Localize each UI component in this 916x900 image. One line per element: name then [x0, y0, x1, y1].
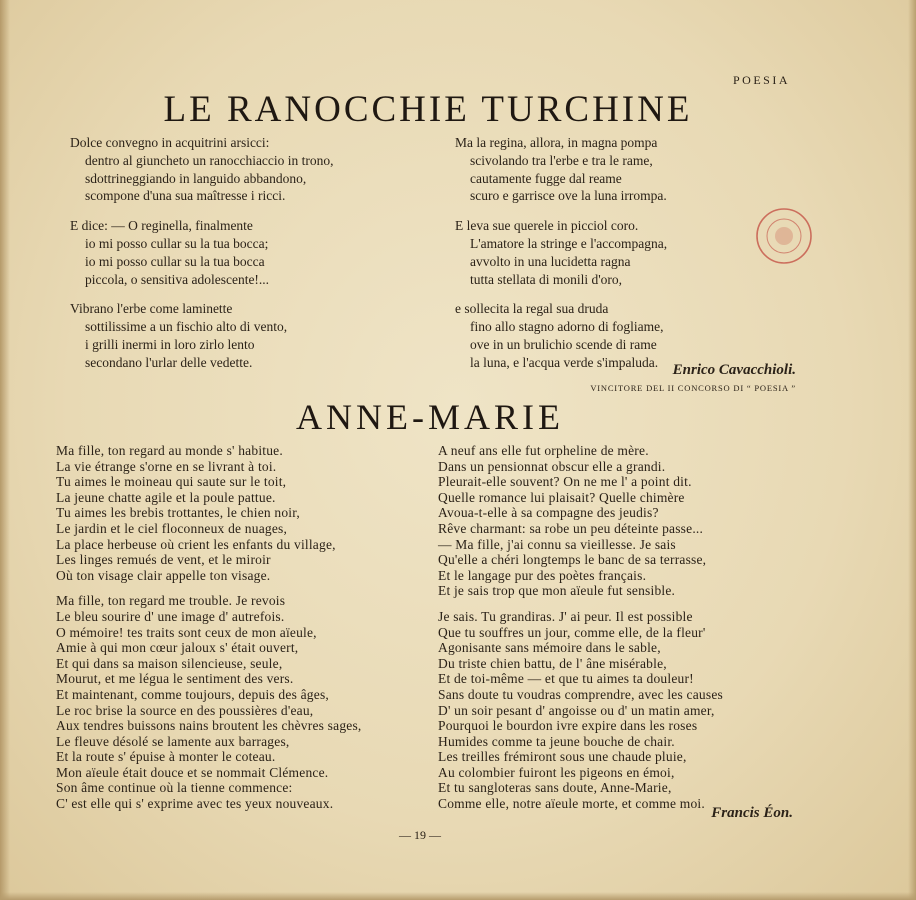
verse-line: La jeune chatte agile et la poule pattue.: [56, 489, 276, 505]
verse-line: Et la route s' épuise à monter le coteau.: [56, 749, 276, 765]
verse-line: Tu aimes le moineau qui saute sur le toit,: [56, 474, 287, 490]
section-label: POESIA: [733, 73, 791, 87]
verse-line: Le bleu sourire d' une image d' autrefois.: [56, 608, 285, 624]
verse-line: Je sais. Tu grandiras. J' ai peur. Il est possible: [438, 608, 693, 624]
verse-line: Sans doute tu voudras comprendre, avec les causes: [438, 686, 723, 702]
paper-edge-left: [0, 0, 10, 900]
verse-line: Le jardin et le ciel floconneux de nuages,: [56, 520, 288, 536]
library-stamp-icon: [752, 204, 816, 268]
poem-title-anne-marie: ANNE-MARIE: [296, 397, 564, 437]
verse-line: io mi posso cullar su la tua bocca: [85, 253, 265, 269]
verse-line: i grilli inermi in loro zirlo lento: [85, 336, 255, 352]
verse-line: Pourquoi le bourdon ivre expire dans les roses: [438, 718, 698, 734]
verse-line: fino allo stagno adorno di fogliame,: [470, 319, 664, 335]
verse-line: Que tu souffres un jour, comme elle, de la fleur': [438, 624, 706, 640]
poem1-credit: VINCITORE DEL II CONCORSO DI “ POESIA ”: [590, 383, 796, 393]
verse-line: Le fleuve désolé se lamente aux barrages,: [56, 733, 290, 749]
verse-line: tutta stellata di monili d'oro,: [470, 271, 623, 287]
verse-line: Pleurait-elle souvent? On ne me l' a point dit.: [438, 474, 692, 490]
stanza: [56, 443, 416, 583]
poem2-left-column: [56, 443, 416, 822]
verse-line: Ma la regina, allora, in magna pompa: [455, 135, 658, 150]
verse-line: Mourut, et me légua le sentiment des vers.: [56, 671, 294, 687]
verse-line: Où ton visage clair appelle ton visage.: [56, 567, 271, 583]
verse-line: A neuf ans elle fut orpheline de mère.: [438, 443, 649, 458]
verse-line: Et tu sangloteras sans doute, Anne-Marie,: [438, 780, 672, 796]
verse-line: Et maintenant, comme toujours, depuis des âges,: [56, 686, 329, 702]
stanza: [438, 609, 798, 812]
verse-line: Qu'elle a chéri longtemps le banc de sa terrasse,: [438, 552, 707, 568]
verse-line: Dolce convegno in acquitrini arsicci:: [70, 135, 270, 150]
verse-line: io mi posso cullar su la tua bocca;: [85, 235, 269, 251]
verse-line: Comme elle, notre aïeule morte, et comme moi.: [438, 796, 705, 812]
page-number: — 19 —: [399, 828, 441, 842]
verse-line: Les linges remués de vent, et le miroir: [56, 552, 271, 568]
poem2-right-column: [438, 443, 798, 822]
verse-line: D' un soir pesant d' angoisse ou d' un matin amer,: [438, 702, 715, 718]
poem-title-ranocchie: LE RANOCCHIE TURCHINE: [163, 89, 693, 130]
verse-line: Tu aimes les brebis trottantes, le chien noir,: [56, 505, 300, 521]
verse-line: Aux tendres buissons nains broutent les chèvres sages,: [56, 718, 362, 734]
verse-line: Et le langage pur des poètes français.: [438, 567, 647, 583]
verse-line: Humides comme ta jeune bouche de chair.: [438, 733, 675, 749]
paper-edge-right: [908, 0, 916, 900]
poem2-author: Francis Éon.: [711, 805, 793, 821]
verse-line: cautamente fugge dal reame: [470, 170, 622, 186]
verse-line: La place herbeuse où crient les enfants du village,: [56, 536, 336, 552]
verse-line: scompone d'una sua maîtresse i ricci.: [85, 188, 286, 204]
stanza: [70, 300, 420, 371]
verse-line: L'amatore la stringe e l'accompagna,: [470, 235, 668, 251]
verse-line: La vie étrange s'orne en se livrant à toi.: [56, 458, 277, 474]
stanza: [70, 217, 420, 288]
verse-line: Et de toi-même — et que tu aimes ta douleur!: [438, 671, 694, 687]
poem1-right-column: [455, 134, 755, 384]
verse-line: Vibrano l'erbe come laminette: [70, 301, 233, 317]
verse-line: Et je sais trop que mon aïeule fut sensible.: [438, 583, 676, 599]
verse-line: E dice: — O reginella, finalmente: [70, 218, 253, 234]
verse-line: dentro al giuncheto un ranocchiaccio in trono,: [85, 152, 334, 168]
verse-line: piccola, o sensitiva adolescente!...: [85, 271, 270, 287]
verse-line: secondano l'urlar delle vedette.: [85, 354, 253, 370]
verse-line: avvolto in una lucidetta ragna: [470, 253, 631, 269]
stanza: [455, 300, 755, 371]
verse-line: Du triste chien battu, de l' âne misérable,: [438, 655, 667, 671]
verse-line: Et qui dans sa maison silencieuse, seule,: [56, 655, 283, 671]
stanza: [455, 217, 755, 288]
verse-line: E leva sue querele in picciol coro.: [455, 218, 639, 234]
verse-line: C' est elle qui s' exprime avec tes yeux nouveaux.: [56, 796, 334, 812]
poem1-author: Enrico Cavacchioli.: [672, 362, 796, 378]
poem1-left-column: [70, 134, 420, 384]
verse-line: Dans un pensionnat obscur elle a grandi.: [438, 458, 666, 474]
verse-line: scivolando tra l'erbe e tra le rame,: [470, 152, 653, 168]
verse-line: Quelle romance lui plaisait? Quelle chimère: [438, 489, 685, 505]
stanza: [438, 443, 798, 599]
verse-line: Les treilles frémiront sous une chaude pluie,: [438, 749, 687, 765]
verse-line: sottilissime a un fischio alto di vento,: [85, 319, 288, 335]
verse-line: Ma fille, ton regard au monde s' habitue.: [56, 443, 283, 458]
verse-line: Avoua-t-elle à sa compagne des jeudis?: [438, 505, 659, 521]
stanza: [70, 134, 420, 205]
verse-line: e sollecita la regal sua druda: [455, 301, 609, 317]
verse-line: Le roc brise la source en des poussières d'eau,: [56, 702, 314, 718]
verse-line: Mon aïeule était douce et se nommait Clémence.: [56, 764, 329, 780]
verse-line: Son âme continue où la tienne commence:: [56, 780, 293, 796]
verse-line: sdottrineggiando in languido abbandono,: [85, 170, 307, 186]
verse-line: Agonisante sans mémoire dans le sable,: [438, 640, 661, 656]
verse-line: Amie à qui mon cœur jaloux s' était ouvert,: [56, 640, 299, 656]
verse-line: — Ma fille, j'ai connu sa vieillesse. Je sais: [438, 536, 676, 552]
verse-line: Ma fille, ton regard me trouble. Je revois: [56, 593, 286, 609]
verse-line: ove in un brulichio scende di rame: [470, 336, 657, 352]
verse-line: O mémoire! tes traits sont ceux de mon aïeule,: [56, 624, 317, 640]
verse-line: Rêve charmant: sa robe un peu déteinte passe...: [438, 520, 704, 536]
verse-line: scuro e garrisce ove la luna irrompa.: [470, 188, 667, 204]
stanza: [56, 593, 416, 811]
paper-edge-bottom: [0, 892, 916, 900]
stanza: [455, 134, 755, 205]
verse-line: Au colombier fuiront les pigeons en émoi,: [438, 764, 675, 780]
verse-line: la luna, e l'acqua verde s'impaluda.: [470, 354, 659, 370]
